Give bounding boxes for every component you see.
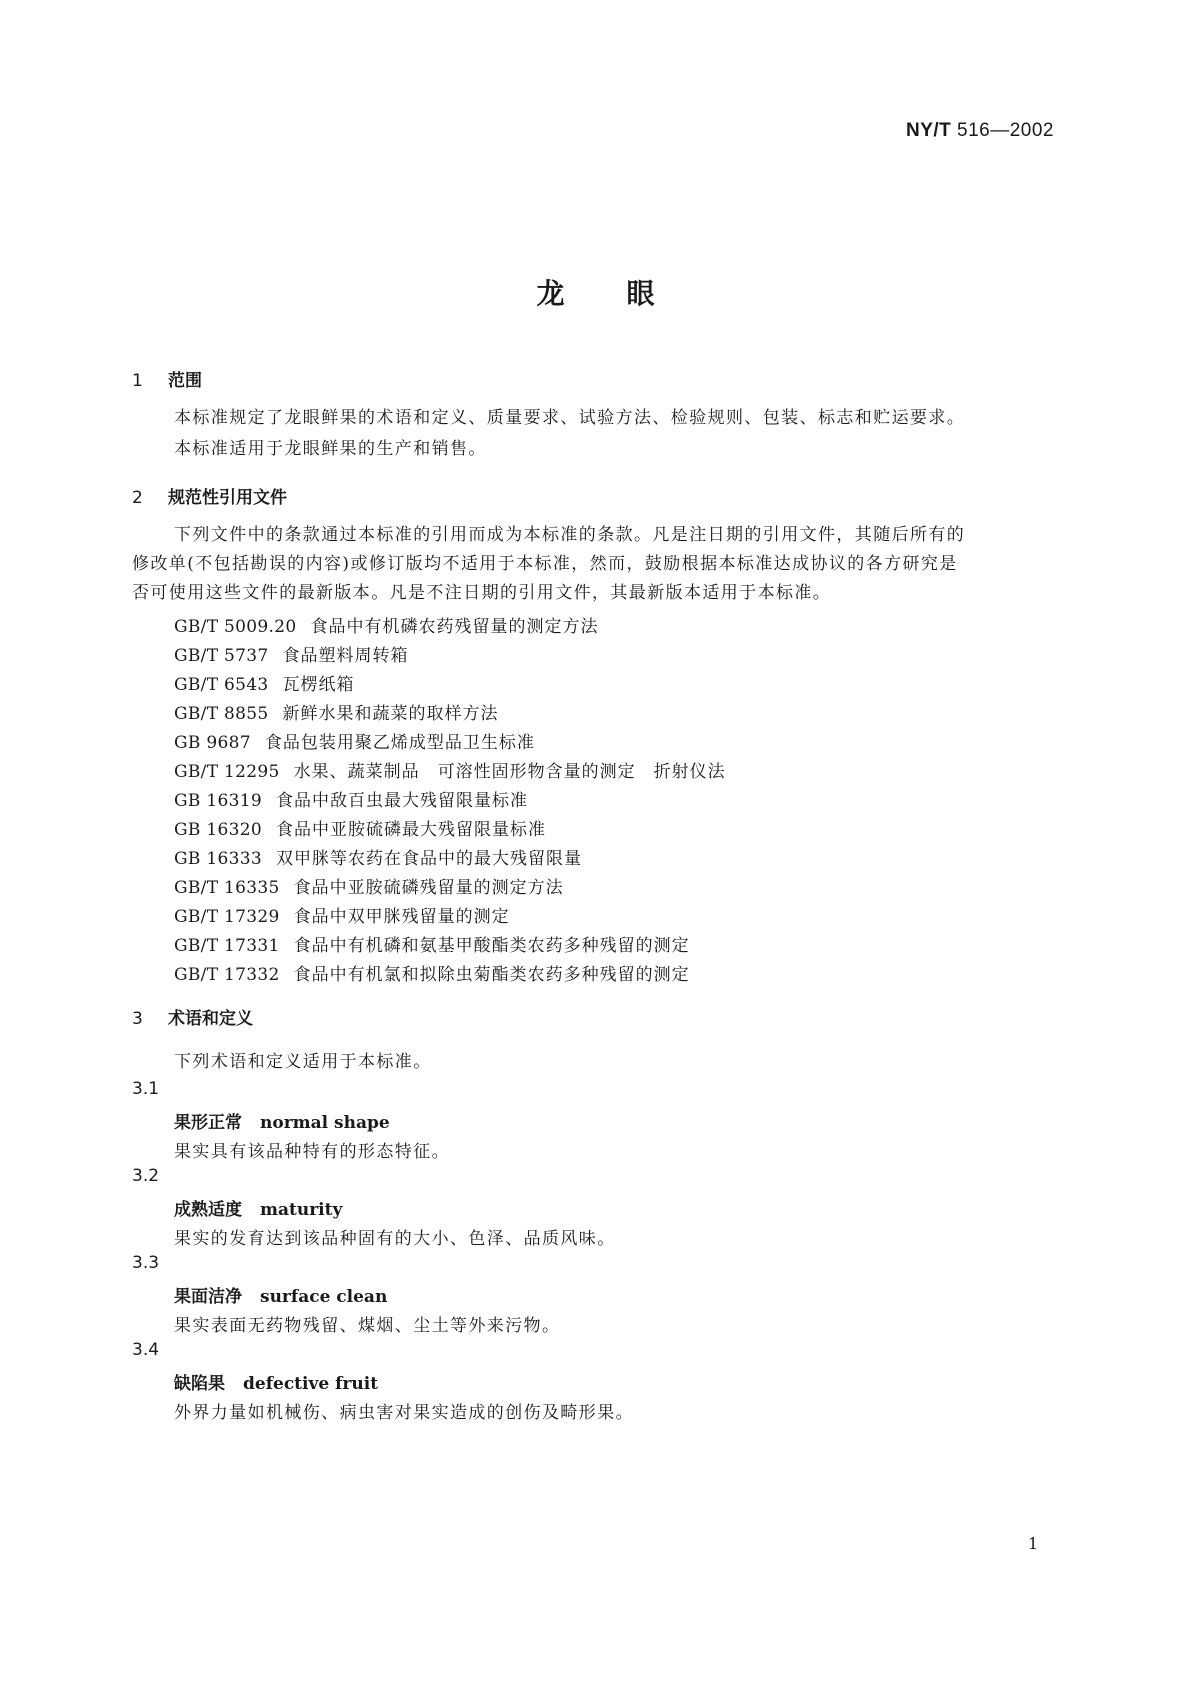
reference-item: GB/T 16335 食品中亚胺硫磷残留量的测定方法 [174, 878, 564, 898]
section-2-intro-line-2: 修改单(不包括勘误的内容)或修订版均不适用于本标准，然而，鼓励根据本标准达成协议的各方研究是 [132, 554, 958, 574]
reference-item: GB 16319 食品中敌百虫最大残留限量标准 [174, 791, 528, 811]
reference-item: GB/T 5737 食品塑料周转箱 [174, 646, 409, 666]
reference-item: GB/T 8855 新鲜水果和蔬菜的取样方法 [174, 704, 499, 724]
section-1-line-1: 本标准规定了龙眼鲜果的术语和定义、质量要求、试验方法、检验规则、包装、标志和贮运要求。 [174, 408, 966, 428]
reference-item: GB 16333 双甲脒等农药在食品中的最大残留限量 [174, 849, 582, 869]
section-3-heading: 3 术语和定义 [132, 1009, 253, 1029]
reference-item: GB 16320 食品中亚胺硫磷最大残留限量标准 [174, 820, 546, 840]
page-title: 龙眼 [536, 277, 717, 310]
term-heading: 果面洁净 surface clean [174, 1287, 388, 1307]
clause-number: 3.1 [132, 1079, 160, 1099]
section-1-heading: 1 范围 [132, 371, 202, 391]
reference-item: GB/T 17332 食品中有机氯和拟除虫菊酯类农药多种残留的测定 [174, 965, 690, 985]
section-3-intro: 下列术语和定义适用于本标准。 [174, 1052, 432, 1072]
term-heading: 果形正常 normal shape [174, 1113, 390, 1133]
section-2-intro-line-1: 下列文件中的条款通过本标准的引用而成为本标准的条款。凡是注日期的引用文件，其随后所有的 [174, 525, 966, 545]
clause-number: 3.2 [132, 1166, 160, 1186]
term-definition: 外界力量如机械伤、病虫害对果实造成的创伤及畸形果。 [174, 1403, 634, 1423]
reference-item: GB 9687 食品包装用聚乙烯成型品卫生标准 [174, 733, 535, 753]
reference-item: GB/T 6543 瓦楞纸箱 [174, 675, 355, 695]
section-1-line-2: 本标准适用于龙眼鲜果的生产和销售。 [174, 439, 487, 459]
reference-item: GB/T 5009.20 食品中有机磷农药残留量的测定方法 [174, 617, 599, 637]
section-2-intro-line-3: 否可使用这些文件的最新版本。凡是不注日期的引用文件，其最新版本适用于本标准。 [132, 583, 832, 603]
reference-item: GB/T 12295 水果、蔬菜制品 可溶性固形物含量的测定 折射仪法 [174, 762, 726, 782]
document-code: NY/T 516—2002 [905, 120, 1054, 141]
page-number: 1 [1028, 1534, 1039, 1553]
term-heading: 成熟适度 maturity [174, 1200, 343, 1220]
term-definition: 果实的发育达到该品种固有的大小、色泽、品质风味。 [174, 1229, 616, 1249]
term-definition: 果实表面无药物残留、煤烟、尘土等外来污物。 [174, 1316, 561, 1336]
term-heading: 缺陷果 defective fruit [174, 1374, 379, 1394]
clause-number: 3.4 [132, 1340, 160, 1360]
reference-item: GB/T 17331 食品中有机磷和氨基甲酸酯类农药多种残留的测定 [174, 936, 690, 956]
term-definition: 果实具有该品种特有的形态特征。 [174, 1142, 450, 1162]
clause-number: 3.3 [132, 1253, 160, 1273]
section-2-heading: 2 规范性引用文件 [132, 488, 287, 508]
reference-item: GB/T 17329 食品中双甲脒残留量的测定 [174, 907, 510, 927]
